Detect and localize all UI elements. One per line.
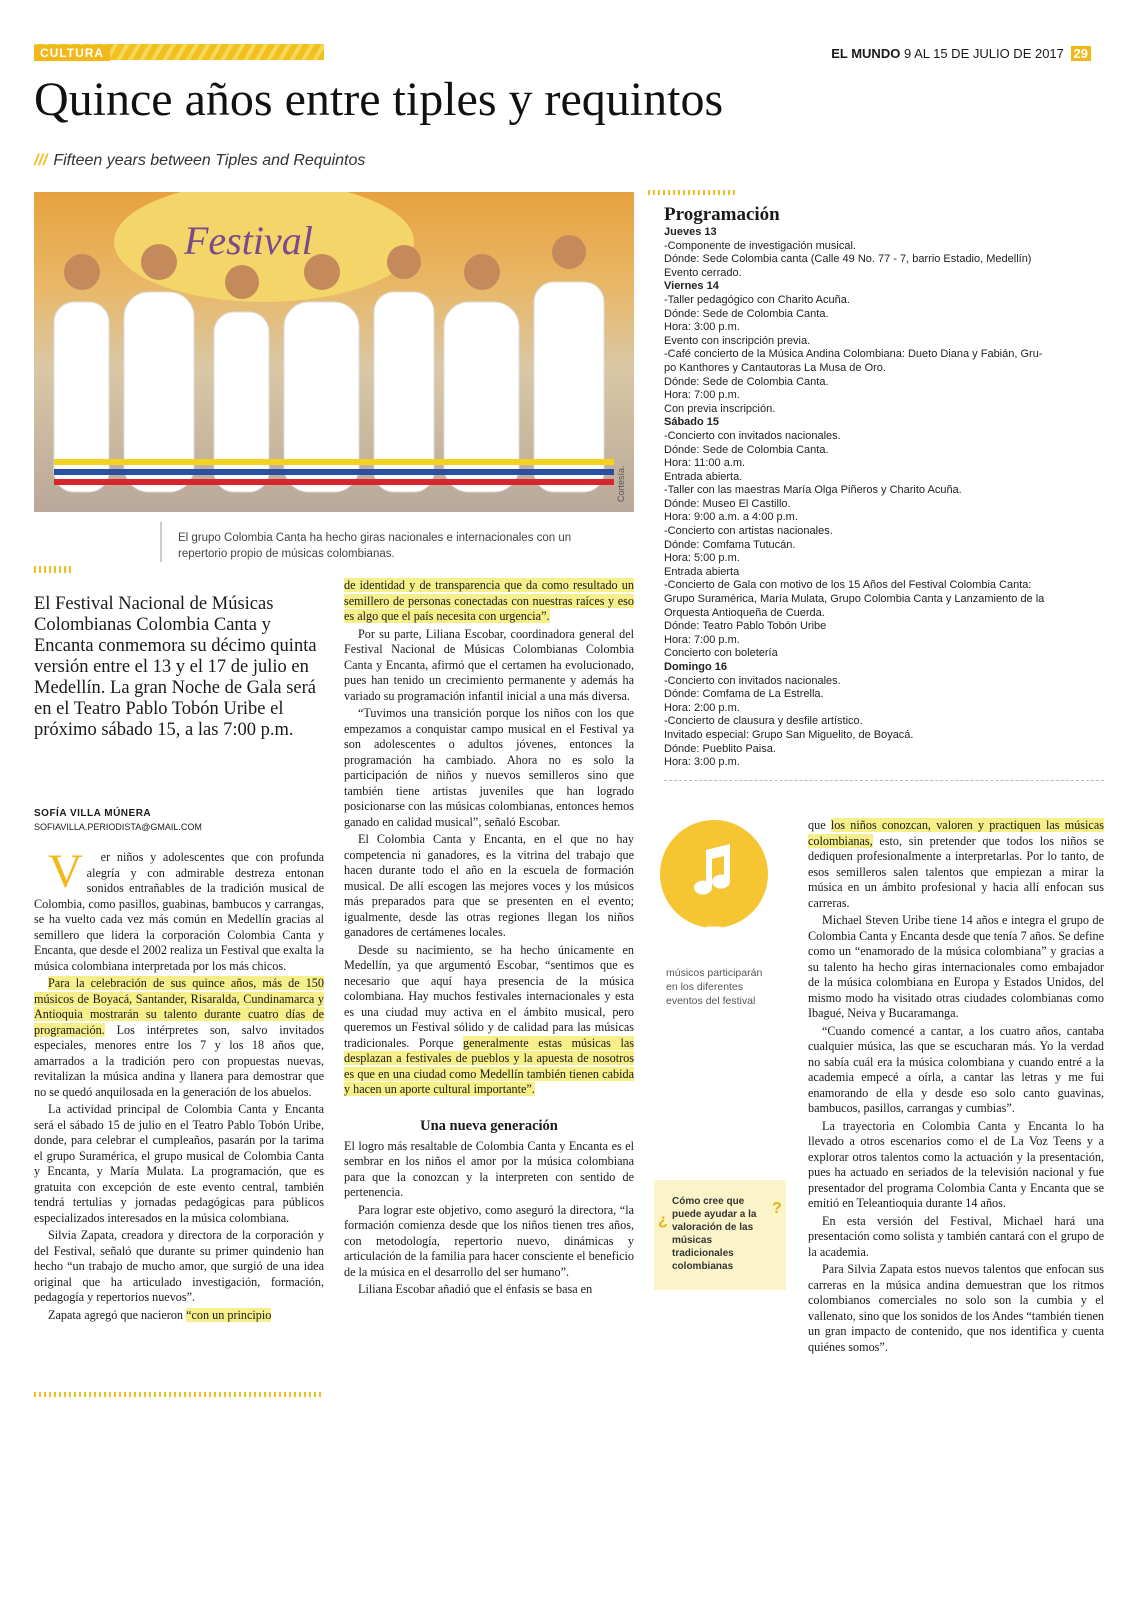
programacion-item: Hora: 11:00 a.m. xyxy=(664,457,746,470)
subheadline-mark: /// xyxy=(34,152,48,169)
question-open-mark: ¿ xyxy=(658,1212,668,1229)
programacion-item: Dónde: Teatro Pablo Tobón Uribe xyxy=(664,620,827,633)
photo-caption: El grupo Colombia Canta ha hecho giras nacionales e internacionales con un repertorio propio de músicas colombianas. xyxy=(178,532,572,560)
paragraph-text: Silvia Zapata, creadora y directora de la corporación y del Festival, señaló que durante su primer quindenio han hecho “un trabajo de mucho amor, que surgió de una idea original que ha articulado investigación, formación, pedagogía y repertorios nuevos”. xyxy=(34,1228,324,1304)
paragraph-text: er niños y adolescentes que con profunda alegría y con admirable destreza entonan sonidos entrañables de la tradición musical de Colombia, como pasillos, guabinas, bambucos y carrangas, se ha vuelto cada vez más común en Medellín gracias al semillero que lidera la corporación Colombia Canta y Encanta, que desde el 2002 realiza un Festival que exalta la música colombiana interpretada por los más chicos. xyxy=(34,850,325,973)
article-paragraph xyxy=(344,706,634,830)
article-paragraph xyxy=(34,976,324,1100)
programacion-item: -Taller con las maestras María Olga Piñeros y Charito Acuña. xyxy=(664,484,962,497)
programacion-rule xyxy=(664,780,1104,781)
article-paragraph xyxy=(344,1203,634,1281)
programacion-item: Concierto con boletería xyxy=(664,647,778,660)
programacion-item: Dónde: Sede de Colombia Canta. xyxy=(664,307,829,320)
photo-banner-text: Festival xyxy=(184,218,313,263)
paragraph-text: que xyxy=(808,818,831,832)
footer-deco xyxy=(34,1392,324,1397)
article-paragraph xyxy=(34,1228,324,1306)
highlighted-text: “con un principio xyxy=(186,1307,272,1322)
paragraph-text: Los intérpretes son, salvo invitados especiales, menores entre los 7 y los 18 años que, amarrados a la tradición pero con propuestas nuevas, revitalizan la música andina y llanera para demostrar que no se quedó anquilosada en la generación de los abuelos. xyxy=(34,1022,324,1099)
festival-photo-illustration xyxy=(34,192,634,512)
article-paragraph xyxy=(344,578,634,625)
headline: Quince años entre tiples y requintos xyxy=(34,73,724,126)
lead-deco xyxy=(34,566,74,573)
highlighted-text: generalmente estas músicas las desplazan a festivales de pueblos y la apuesta de nosotros es que en una ciudad como Medellín también tienen cabida y hacen un aporte cultural importante”. xyxy=(344,1035,634,1096)
programacion-item: -Taller pedagógico con Charito Acuña. xyxy=(664,293,850,306)
paragraph-text: Para Silvia Zapata estos nuevos talentos que enfocan sus carreras en la música andina demuestran que los ritmos colombianos comerciales no solo son la cumbia y el vallenato, sino que los sonidos de los Andes “también tienen un gran impacto de contenido, que nos identifica y cuenta quiénes somos”. xyxy=(808,1262,1104,1354)
highlighted-text: de identidad y de transparencia que da como resultado un semillero de personas conectadas con nuestras raíces y eso es algo que el país necesita con urgencia”. xyxy=(344,578,634,623)
article-paragraph xyxy=(344,627,634,705)
article-paragraph xyxy=(344,943,634,1098)
article-paragraph xyxy=(34,845,325,974)
article-paragraph xyxy=(808,913,1104,1022)
programacion-item: Hora: 2:00 p.m. xyxy=(664,701,740,714)
programacion-item: -Concierto con invitados nacionales. xyxy=(664,674,841,687)
programacion-item: Evento con inscripción previa. xyxy=(664,334,811,347)
programacion-day: Viernes 14 xyxy=(664,280,719,293)
festival-photo xyxy=(34,192,634,512)
programacion-item: Dónde: Comfama Tutucán. xyxy=(664,538,796,551)
paragraph-text: Michael Steven Uribe tiene 14 años e integra el grupo de Colombia Canta y Encanta desde que tenía 7 años. Se define como un “enamorado de la música colombiana” y gracias a su talento ha hecho giras internacionales como embajador de la música colombiana en Europa y Estados Unidos, del mismo modo ha visitado otras ciudades colombianas como Ibagué, Neiva y Bucaramanga. xyxy=(808,913,1104,1020)
programacion-day: Domingo 16 xyxy=(664,661,727,673)
programacion-item: po Kanthores y Cantautoras La Musa de Oro. xyxy=(664,361,886,374)
programacion-item: -Componente de investigación musical. xyxy=(664,239,856,252)
issue-dates: 9 AL 15 DE JULIO DE 2017 xyxy=(903,46,1064,61)
article-paragraph xyxy=(344,832,634,941)
paragraph-text: Liliana Escobar añadió que el énfasis se basa en xyxy=(358,1282,593,1296)
caption-rule xyxy=(160,522,162,562)
page-number: 29 xyxy=(1071,46,1091,61)
programacion-title: Programación xyxy=(664,204,780,225)
programacion-item: Entrada abierta xyxy=(664,565,740,578)
stat-number: 150 xyxy=(685,920,743,958)
programacion-item: Hora: 7:00 p.m. xyxy=(664,389,740,402)
paragraph-text: Zapata agregó que nacieron xyxy=(48,1307,187,1322)
programacion-item: Dónde: Pueblito Paisa. xyxy=(664,742,776,755)
highlighted-text: los niños conozcan, valoren y practiquen las músicas colombianas, xyxy=(808,818,1104,848)
programacion-day: Jueves 13 xyxy=(664,226,717,238)
paragraph-text: El Colombia Canta y Encanta, en el que no hay competencia ni ganadores, es la vitrina del trabajo que hacen durante todo el año en la escuela de formación musical. De allí escogen las mejores voces y los músicos más preparados para que se presenten en el evento; igualmente, desde las otras regiones llegan los niños ganadores de certámenes locales. xyxy=(344,832,634,939)
article-paragraph xyxy=(34,1102,324,1226)
programacion-item: Dónde: Sede de Colombia Canta. xyxy=(664,375,829,388)
lead-paragraph: El Festival Nacional de Músicas Colombianas Colombia Canta y Encanta conmemora su décimo quinta versión entre el 13 y el 17 de julio en Medellín. La gran Noche de Gala será en el Teatro Pablo Tobón Uribe el próximo sábado 15, a las 7:00 p.m. xyxy=(34,594,317,740)
programacion-item: -Concierto con artistas nacionales. xyxy=(664,525,833,538)
article-column-4 xyxy=(808,818,1104,1355)
subheadline xyxy=(34,152,365,170)
paragraph-text: “Tuvimos una transición porque los niños con los que empezamos a conquistar campo musical en el Festival ya son adolescentes o adultos jóvenes, entonces la programación ha cambiado. Ahora no es solo la participación de niños y nuevos semilleros sino que también tiene artistas juveniles que han logrado posicionarse con las músicas colombianas, entonces hemos ganado en calidad musical”, señaló Escobar. xyxy=(344,706,634,829)
section-subhead: Una nueva generación xyxy=(420,1117,558,1134)
subheadline-text: Fifteen years between Tiples and Requintos xyxy=(53,152,366,169)
paragraph-text: En esta versión del Festival, Michael hará una presentación como solista y también cantará con el grupo de la academia. xyxy=(808,1213,1104,1259)
question-text: Cómo cree que puede ayudar a la valoración de las músicas tradicionales colombianas xyxy=(672,1196,757,1272)
programacion-item: Hora: 3:00 p.m. xyxy=(664,321,740,334)
article-column-1 xyxy=(34,845,325,1323)
programacion-item: Hora: 5:00 p.m. xyxy=(664,552,740,565)
section-label: CULTURA xyxy=(34,45,110,61)
article-paragraph xyxy=(808,1214,1104,1261)
programacion-item: Invitado especial: Grupo San Miguelito, de Boyacá. xyxy=(664,728,914,741)
programacion-item: Con previa inscripción. xyxy=(664,402,776,415)
section-tag xyxy=(34,44,324,60)
paragraph-text: esto, sin pretender que todos los niños se dediquen profesionalmente a interpretarlas. Por lo tanto, de esos semilleros salen talentos que empiezan a mirar la música en un ámbito profesional y hacia allí enfocan sus carreras. xyxy=(808,833,1104,910)
byline-author: SOFÍA VILLA MÚNERA xyxy=(34,808,152,819)
byline-email: SOFIAVILLA.PERIODISTA@GMAIL.COM xyxy=(34,822,202,832)
drop-cap: V xyxy=(48,845,83,898)
article-paragraph xyxy=(808,1262,1104,1355)
masthead xyxy=(831,46,1091,61)
stat-badge xyxy=(660,820,768,928)
question-close-mark: ? xyxy=(772,1200,782,1217)
programacion-item: Dónde: Comfama de La Estrella. xyxy=(664,688,824,701)
article-column-2 xyxy=(344,578,634,1298)
music-note-icon xyxy=(660,820,768,928)
programacion-item: -Concierto de clausura y desfile artístico. xyxy=(664,715,863,728)
programacion-item: Hora: 9:00 a.m. a 4:00 p.m. xyxy=(664,511,798,524)
paragraph-text: La actividad principal de Colombia Canta y Encanta será el sábado 15 de julio en el Teatro Pablo Tobón Uribe, donde, para celebrar el cumpleaños, pasarán por la tarima el grupo Suramérica, el grupo musical de Colombia Canta y Encanta, y María Mulata. La programación, que es gratuita con excepción de este evento central, también tendrá tertulias y jornadas pedagógicas para públicos especializados interesados en la música colombiana. xyxy=(34,1102,324,1225)
paragraph-text: Desde su nacimiento, se ha hecho únicamente en Medellín, ya que argumentó Escobar, “sentimos que es necesario que aquí haya presencia de la música colombiana. Hay muchos festivales internacionales y esta es una ciudad muy activa en el ámbito musical, pero queremos un Festival sólido y de calidad para las músicas tradicionales. Porque xyxy=(344,942,634,1050)
programacion-item: Entrada abierta. xyxy=(664,470,743,483)
programacion-item: Dónde: Museo El Castillo. xyxy=(664,497,791,510)
programacion-item: Orquesta Antioqueña de Cuerda. xyxy=(664,606,825,619)
photo-credit: Cortesía. xyxy=(616,465,626,502)
column-2-bottom xyxy=(344,1139,634,1298)
paragraph-text: Por su parte, Liliana Escobar, coordinadora general del Festival Nacional de Músicas Colombianas Colombia Canta y Encanta, afirmó que el certamen ha evolucionado, pues han tenido un crecimiento permanente y además ha variado su programación infantil inicial a una más diversa. xyxy=(344,626,634,703)
programacion-item: Evento cerrado. xyxy=(664,266,742,279)
programacion-item: -Café concierto de la Música Andina Colombiana: Dueto Diana y Fabián, Gru- xyxy=(664,348,1043,361)
paragraph-text: El logro más resaltable de Colombia Canta y Encanta es el sembrar en los niños el amor por la música colombiana para que la conozcan y la interpreten con sentido de pertenencia. xyxy=(344,1138,634,1199)
article-paragraph xyxy=(344,1139,634,1201)
programacion-item: -Concierto de Gala con motivo de los 15 Años del Festival Colombia Canta: xyxy=(664,579,1032,592)
highlighted-text: Para la celebración de sus quince años, más de 150 músicos de Boyacá, Santander, Risaralda, Cundinamarca y Antioquia mostrarán su talento durante cuatro días de programación. xyxy=(34,976,324,1037)
column-2-top xyxy=(344,578,634,1098)
paragraph-text: La trayectoria en Colombia Canta y Encanta lo ha llevado a otros escenarios como el de La Voz Teens y a explorar otros talentos como la actuación y la presentación, pues ha actuado en seriados de la televisión nacional y fue presentador del programa Colombia Canta y Encanta que se emitió en Teleantioquia durante 14 años. xyxy=(808,1118,1104,1210)
programacion-item: Hora: 3:00 p.m. xyxy=(664,756,740,769)
programacion-item: Dónde: Sede Colombia canta (Calle 49 No. 77 - 7, barrio Estadio, Medellín) xyxy=(664,253,1032,266)
article-paragraph xyxy=(34,1308,324,1324)
paragraph-text: Para lograr este objetivo, como aseguró la directora, “la formación comienza desde que los niños tienen tres años, con metodología, repertorio nuevo, dinámicas y articulación de la familia para hacer consciente el beneficio de la música en el desarrollo del ser humano”. xyxy=(344,1202,634,1279)
programacion-list xyxy=(664,226,1104,770)
article-paragraph xyxy=(808,1024,1104,1117)
paragraph-text: “Cuando comencé a cantar, a los cuatro años, cantaba cualquier música, las que se escucharan más. Yo la verdad no sabía cuál era la música colombiana y cuando entré a la academia empecé a oírla, a cantar las letras y me fui enamorando de ella y desde eso solo canto guavinas, bambucos, pasillos, carrangas y cumbias”. xyxy=(808,1023,1104,1115)
programacion-item: Grupo Suramérica, María Mulata, Grupo Colombia Canta y Lanzamiento de la xyxy=(664,593,1045,606)
article-paragraph xyxy=(808,1119,1104,1212)
programacion-item: -Concierto con invitados nacionales. xyxy=(664,429,841,442)
programacion-day: Sábado 15 xyxy=(664,416,720,429)
programacion-item: Dónde: Sede de Colombia Canta. xyxy=(664,443,829,456)
article-paragraph xyxy=(808,818,1104,911)
article-paragraph xyxy=(344,1282,634,1298)
paper-name: EL MUNDO xyxy=(831,46,901,61)
stat-description: músicos participarán en los diferentes eventos del festival xyxy=(666,967,763,1007)
programacion-box xyxy=(664,192,1104,770)
programacion-item: Hora: 7:00 p.m. xyxy=(664,633,740,646)
